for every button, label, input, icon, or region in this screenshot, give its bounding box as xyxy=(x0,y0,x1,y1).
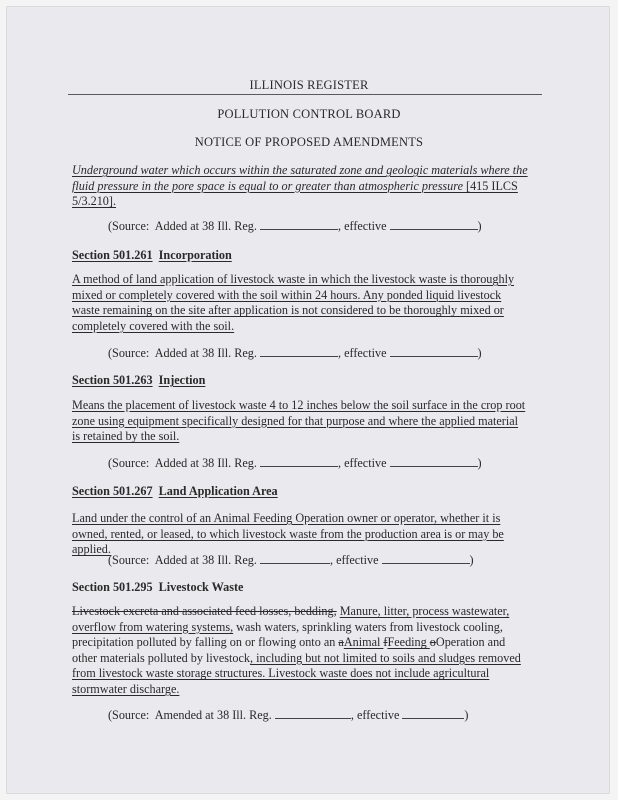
definition-paragraph xyxy=(72,163,528,210)
blank-line xyxy=(260,346,338,357)
inserted-text: , including but not limited to soils and sludges removed from livestock waste storage structures. Livestock waste does not include agricultural stormwater discharge. xyxy=(72,650,521,696)
struck-text: f xyxy=(383,635,388,650)
definition-citation: [415 ILCS 5/3.210]. xyxy=(72,178,518,209)
notice-title: NOTICE OF PROPOSED AMENDMENTS xyxy=(194,135,424,149)
blank-line xyxy=(390,346,478,357)
board-name: POLLUTION CONTROL BOARD xyxy=(217,107,401,121)
section-text: Land under the control of an Animal Feeding Operation owner or operator, whether it is owned, rented, or leased, to which livestock waste from the production area is or may be applied. xyxy=(72,511,504,557)
blank-line xyxy=(260,456,338,467)
source-note: (Source: Added at 38 Ill. Reg. , effective ) xyxy=(108,219,482,233)
blank-line xyxy=(260,553,330,564)
definition-italic-text: Underground water which occurs within the saturated zone and geologic materials where the fluid pressure in the pore space is equal to or greater than atmospheric pressure xyxy=(72,163,528,193)
blank-line xyxy=(390,219,478,230)
header-rule xyxy=(68,94,542,95)
struck-text: o xyxy=(429,635,436,650)
blank-line xyxy=(390,456,478,467)
section-heading: Section 501.261 Incorporation xyxy=(72,248,232,262)
inserted-text: Animal xyxy=(343,635,384,650)
source-note: (Source: Added at 38 Ill. Reg. , effective ) xyxy=(108,456,482,470)
source-note: (Source: Amended at 38 Ill. Reg. , effective ) xyxy=(108,708,469,722)
register-title: ILLINOIS REGISTER xyxy=(249,78,369,92)
section-text: A method of land application of livestock waste in which the livestock waste is thoroughly mixed or completely covered with the soil within 24 hours. Any ponded liquid livestock waste remaining on the site after application is not considered to be thoroughly mixed or completely covered with the soil. xyxy=(72,272,515,333)
blank-line xyxy=(382,553,470,564)
struck-text: Livestock excreta and associated feed losses, bedding, xyxy=(72,604,337,618)
source-note: (Source: Added at 38 Ill. Reg. , effective ) xyxy=(108,346,482,360)
section-heading: Section 501.263 Injection xyxy=(72,373,206,387)
section-heading: Section 501.295 Livestock Waste xyxy=(72,580,244,594)
blank-line xyxy=(275,708,351,719)
struck-text: a xyxy=(338,635,344,650)
inserted-text: Manure, litter, process wastewater, overflow from watering systems, xyxy=(72,604,510,634)
section-text: Livestock excreta and associated feed losses, bedding, Manure, litter, process wastewater, overflow from watering systems, wash waters, sprinkling waters from livestock cooling, precipitation polluted by falling on or flowing onto an aAnimal fFeeding oOperation and other materials polluted by livestock, including but not limited to soils and sludges removed from livestock waste storage structures. Livestock waste does not include agricultural stormwater discharge. xyxy=(72,604,521,696)
section-text: Means the placement of livestock waste 4 to 12 inches below the soil surface in the crop root zone using equipment specifically designed for that purpose and where the applied material is retained by the soil. xyxy=(72,398,526,444)
blank-line xyxy=(260,219,338,230)
source-note: (Source: Added at 38 Ill. Reg. , effective ) xyxy=(108,553,474,567)
blank-line xyxy=(402,708,464,719)
section-heading: Section 501.267 Land Application Area xyxy=(72,484,278,498)
inserted-text: Feeding xyxy=(387,635,430,650)
